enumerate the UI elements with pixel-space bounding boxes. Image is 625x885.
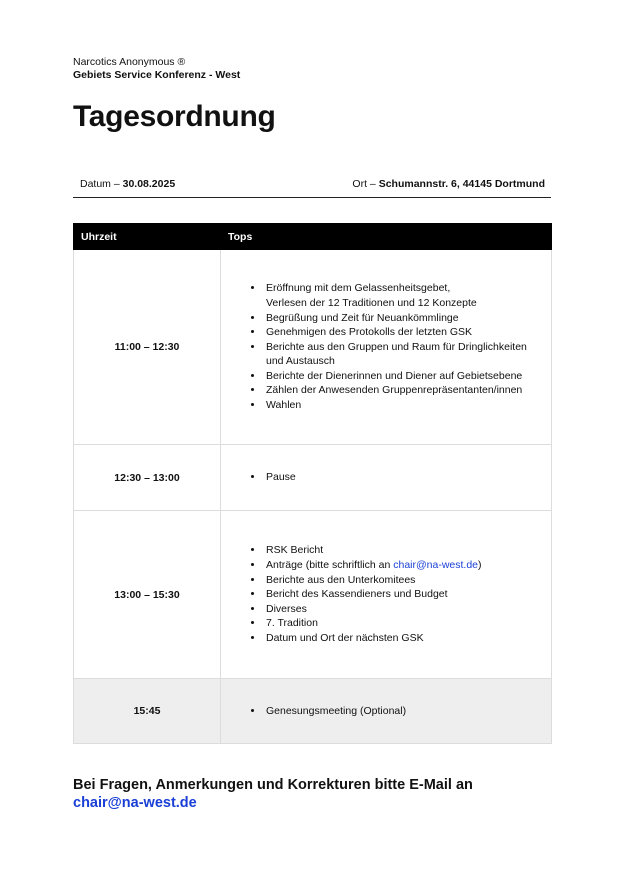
tops-cell xyxy=(221,445,552,511)
list-item: • Berichte aus den Unterkomitees xyxy=(264,573,550,588)
list-item xyxy=(264,281,550,310)
list-item: • Genehmigen des Protokolls der letzten GSK xyxy=(264,325,550,340)
list-item-suffix: ) xyxy=(478,559,482,572)
list-item: • RSK Bericht xyxy=(264,543,550,558)
meta-bar xyxy=(73,178,551,198)
table-row xyxy=(74,511,552,679)
tops-list xyxy=(222,704,550,719)
place-label: Ort – xyxy=(352,178,376,190)
agenda-document xyxy=(73,56,551,744)
column-header-time: Uhrzeit xyxy=(74,224,221,250)
list-item-text: Anträge (bitte schriftlich an xyxy=(266,559,391,572)
list-item-text-continued: und Austausch xyxy=(266,355,335,368)
footer-email-link[interactable]: chair@na-west.de xyxy=(73,795,197,811)
list-item: • 7. Tradition xyxy=(264,616,550,631)
list-item-text: Eröffnung mit dem Gelassenheitsgebet, xyxy=(266,282,451,295)
tops-cell xyxy=(221,250,552,445)
conference-name: Gebiets Service Konferenz - West xyxy=(73,69,241,81)
time-cell: 15:45 xyxy=(74,679,221,744)
place-field xyxy=(352,178,545,197)
date-value: 30.08.2025 xyxy=(122,178,176,190)
date-field xyxy=(80,178,175,197)
agenda-table xyxy=(73,223,552,744)
tops-list xyxy=(222,281,550,412)
column-header-tops: Tops xyxy=(221,224,552,250)
table-header-row xyxy=(74,224,552,250)
tops-list xyxy=(222,470,550,485)
list-item: • Genesungsmeeting (Optional) xyxy=(264,704,550,719)
list-item: • Begrüßung und Zeit für Neuankömmlinge xyxy=(264,311,550,326)
footer-text: Bei Fragen, Anmerkungen und Korrekturen bitte E-Mail an xyxy=(73,777,473,793)
org-name: Narcotics Anonymous ® xyxy=(73,56,186,68)
list-item-text: Berichte aus den Gruppen und Raum für Dringlichkeiten xyxy=(266,340,527,353)
table-row xyxy=(74,445,552,511)
list-item: • Zählen der Anwesenden Gruppenrepräsentanten/innen xyxy=(264,383,550,398)
tops-list xyxy=(222,543,550,645)
email-link[interactable]: chair@na-west.de xyxy=(393,559,479,572)
place-value: Schumannstr. 6, 44145 Dortmund xyxy=(378,178,545,190)
list-item: • Berichte der Dienerinnen und Diener auf Gebietsebene xyxy=(264,369,550,384)
list-item: • Datum und Ort der nächsten GSK xyxy=(264,631,550,646)
footer-contact xyxy=(73,776,473,812)
tops-cell xyxy=(221,679,552,744)
list-item xyxy=(264,558,550,573)
list-item-text-continued: Verlesen der 12 Traditionen und 12 Konzepte xyxy=(266,296,477,309)
table-row xyxy=(74,679,552,744)
list-item xyxy=(264,340,550,369)
date-label: Datum – xyxy=(80,178,120,190)
list-item: • Diverses xyxy=(264,602,550,617)
tops-cell xyxy=(221,511,552,679)
time-cell: 13:00 – 15:30 xyxy=(74,511,221,679)
list-item: • Pause xyxy=(264,470,550,485)
list-item: • Bericht des Kassendieners und Budget xyxy=(264,587,550,602)
list-item: • Wahlen xyxy=(264,398,550,413)
page-title: Tagesordnung xyxy=(73,100,276,133)
table-row xyxy=(74,250,552,445)
time-cell: 11:00 – 12:30 xyxy=(74,250,221,445)
time-cell: 12:30 – 13:00 xyxy=(74,445,221,511)
